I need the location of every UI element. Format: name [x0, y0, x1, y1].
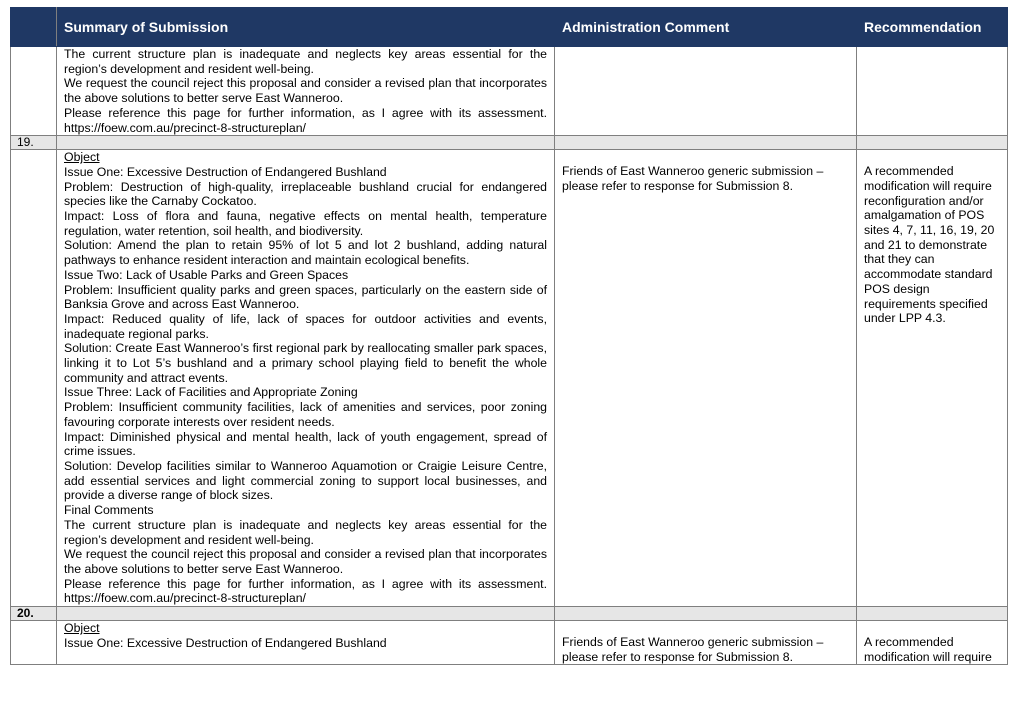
- summary-line: Solution: Create East Wanneroo’s first regional park by reallocating smaller park spaces, linking it to Lot 5’s bushland and a primary school playing field to benefit the whole community and attract events.: [64, 341, 547, 385]
- summary-line: Solution: Amend the plan to retain 95% of lot 5 and lot 2 bushland, adding natural pathways to enhance resident interaction and maintain ecological benefits.: [64, 238, 547, 268]
- summary-cell: [57, 621, 555, 665]
- summary-line: The current structure plan is inadequate and neglects key areas essential for the region’s development and resident well-being.: [64, 517, 547, 547]
- summary-line: Problem: Insufficient community facilities, lack of amenities and services, poor zoning favouring corporate interests over resident needs.: [64, 400, 547, 429]
- submission-number: 20.: [11, 607, 57, 621]
- summary-line: Impact: Loss of flora and fauna, negative effects on mental health, temperature regulation, water retention, soil health, and biodiversity.: [64, 209, 547, 238]
- header-summary: Summary of Submission: [57, 8, 555, 47]
- summary-line: Issue One: Excessive Destruction of Endangered Bushland: [64, 635, 387, 650]
- table-row-submission-19: [11, 150, 1008, 607]
- summary-line: Please reference this page for further information, as I agree with its assessment. https://foew.com.au/precinct-8-structureplan/: [64, 576, 547, 606]
- summary-line: Issue Two: Lack of Usable Parks and Green Spaces: [64, 267, 349, 282]
- recommendation-cell: [857, 47, 1008, 136]
- number-cell: [11, 150, 57, 607]
- summary-line: We request the council reject this proposal and consider a revised plan that incorporates the above solutions to better serve East Wanneroo.: [64, 76, 547, 106]
- grey-cell: [857, 136, 1008, 150]
- summary-cell: [57, 47, 555, 136]
- admin-comment-cell: [555, 47, 857, 136]
- summary-line: Please reference this page for further information, as I agree with its assessment. https://foew.com.au/precinct-8-structureplan/: [64, 105, 547, 135]
- grey-cell: [857, 607, 1008, 621]
- header-admin-comment: Administration Comment: [555, 8, 857, 47]
- recommendation-cell: A recommended modification will require reconfiguration and/or amalgamation of POS sites 4, 7, 11, 16, 19, 20 and 21 to demonstrate that they can accommodate standard POS design requirements specified under LPP 4.3.: [857, 150, 1008, 607]
- grey-cell: [555, 607, 857, 621]
- summary-line: Issue One: Excessive Destruction of Endangered Bushland: [64, 164, 387, 179]
- submissions-table: [10, 7, 1008, 665]
- number-cell: [11, 621, 57, 665]
- summary-line: The current structure plan is inadequate and neglects key areas essential for the region’s development and resident well-being.: [64, 47, 547, 76]
- summary-line: We request the council reject this proposal and consider a revised plan that incorporates the above solutions to better serve East Wanneroo.: [64, 547, 547, 576]
- summary-line: Problem: Insufficient quality parks and green spaces, particularly on the eastern side of Banksia Grove and across East Wanneroo.: [64, 282, 547, 312]
- summary-line: Solution: Develop facilities similar to Wanneroo Aquamotion or Craigie Leisure Centre, add essential services and light commercial zoning to support local businesses, and provide a diverse range of block sizes.: [64, 458, 547, 503]
- summary-line: Impact: Reduced quality of life, lack of spaces for outdoor activities and events, inadequate regional parks.: [64, 311, 547, 341]
- summary-line: Issue Three: Lack of Facilities and Appropriate Zoning: [64, 385, 358, 400]
- grey-cell: [57, 136, 555, 150]
- table-header-row: [11, 8, 1008, 47]
- object-label: Object: [64, 621, 100, 636]
- number-cell: [11, 47, 57, 136]
- summary-line: Impact: Diminished physical and mental health, lack of youth engagement, spread of crime issues.: [64, 429, 547, 459]
- grey-cell: [555, 136, 857, 150]
- object-label: Object: [64, 150, 100, 165]
- admin-comment-cell: Friends of East Wanneroo generic submission – please refer to response for Submission 8.: [555, 150, 857, 607]
- table-row-continued: [11, 47, 1008, 136]
- summary-cell: [57, 150, 555, 607]
- submission-number-row: [11, 136, 1008, 150]
- table-row-submission-20: [11, 621, 1008, 665]
- grey-cell: [57, 607, 555, 621]
- recommendation-cell: A recommended modification will require: [857, 621, 1008, 665]
- header-number: [11, 8, 57, 47]
- submission-number: 19.: [11, 136, 57, 150]
- admin-comment-cell: Friends of East Wanneroo generic submission – please refer to response for Submission 8.: [555, 621, 857, 665]
- summary-line: Final Comments: [64, 503, 154, 518]
- header-recommendation: Recommendation: [857, 8, 1008, 47]
- summary-line: Problem: Destruction of high-quality, irreplaceable bushland crucial for endangered species like the Carnaby Cockatoo.: [64, 179, 547, 209]
- submission-number-row: [11, 607, 1008, 621]
